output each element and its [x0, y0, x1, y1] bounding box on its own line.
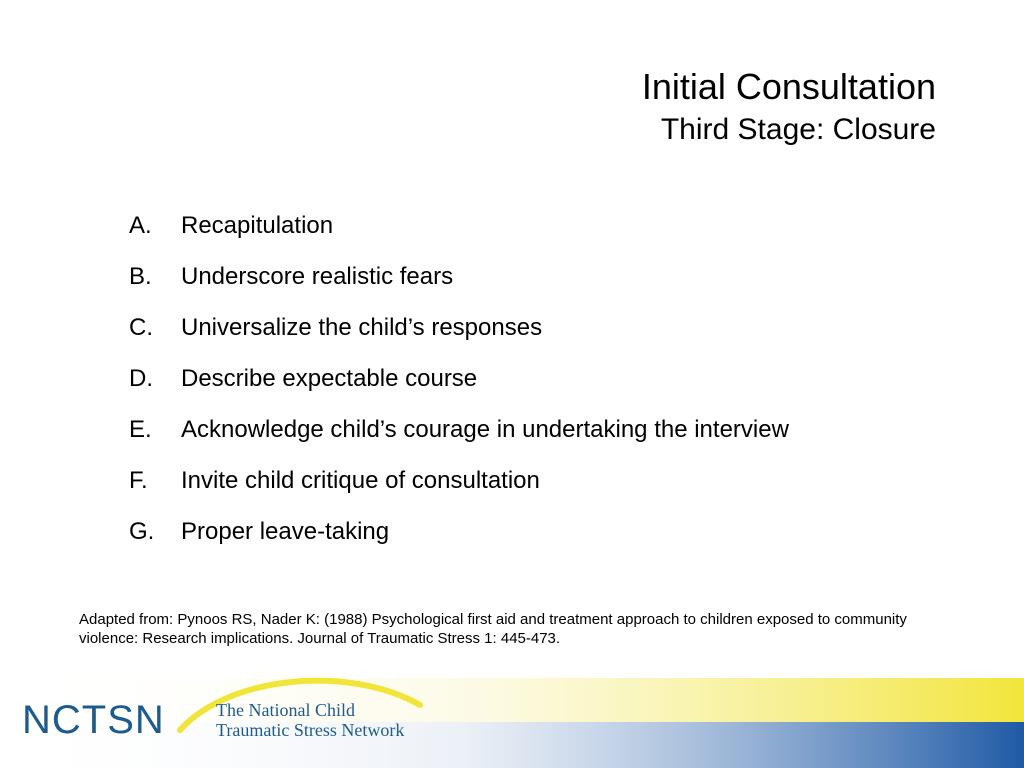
footer — [0, 678, 1024, 768]
list-item — [129, 506, 789, 557]
list-marker: G. — [129, 517, 155, 545]
list-item-text: Describe expectable course — [181, 364, 478, 392]
list-item — [129, 455, 789, 506]
list-item-text: Universalize the child’s responses — [181, 313, 543, 341]
list-marker: C. — [129, 313, 153, 341]
list-item — [129, 251, 789, 302]
organization-name-line1: The National Child — [216, 700, 355, 720]
nctsn-logo-wordmark: NCTSN — [22, 698, 165, 742]
organization-name — [216, 700, 404, 740]
list-item-text: Acknowledge child’s courage in undertaking the interview — [181, 415, 789, 443]
list-item-text: Underscore realistic fears — [181, 262, 454, 290]
list-item — [129, 200, 789, 251]
citation: Adapted from: Pynoos RS, Nader K: (1988) Psychological first aid and treatment approach to children exposed to community violence: Research implications. Journal of Traumatic Stress 1: 445-473. — [79, 611, 907, 647]
organization-name-line2: Traumatic Stress Network — [216, 720, 405, 740]
list-item — [129, 353, 789, 404]
list-marker: D. — [129, 364, 153, 392]
title-block — [642, 64, 936, 150]
list-marker: A. — [129, 211, 152, 239]
list-marker: F. — [129, 466, 148, 494]
list-marker: E. — [129, 415, 152, 443]
list-item-text: Recapitulation — [181, 211, 334, 239]
slide-title: Initial Consultation — [641, 66, 936, 107]
slide-subtitle: Third Stage: Closure — [660, 113, 936, 146]
list-item — [129, 302, 789, 353]
list-item — [129, 404, 789, 455]
list-marker: B. — [129, 262, 152, 290]
list-item-text: Proper leave-taking — [181, 517, 390, 545]
closure-steps-list — [129, 200, 789, 557]
list-item-text: Invite child critique of consultation — [181, 466, 540, 494]
